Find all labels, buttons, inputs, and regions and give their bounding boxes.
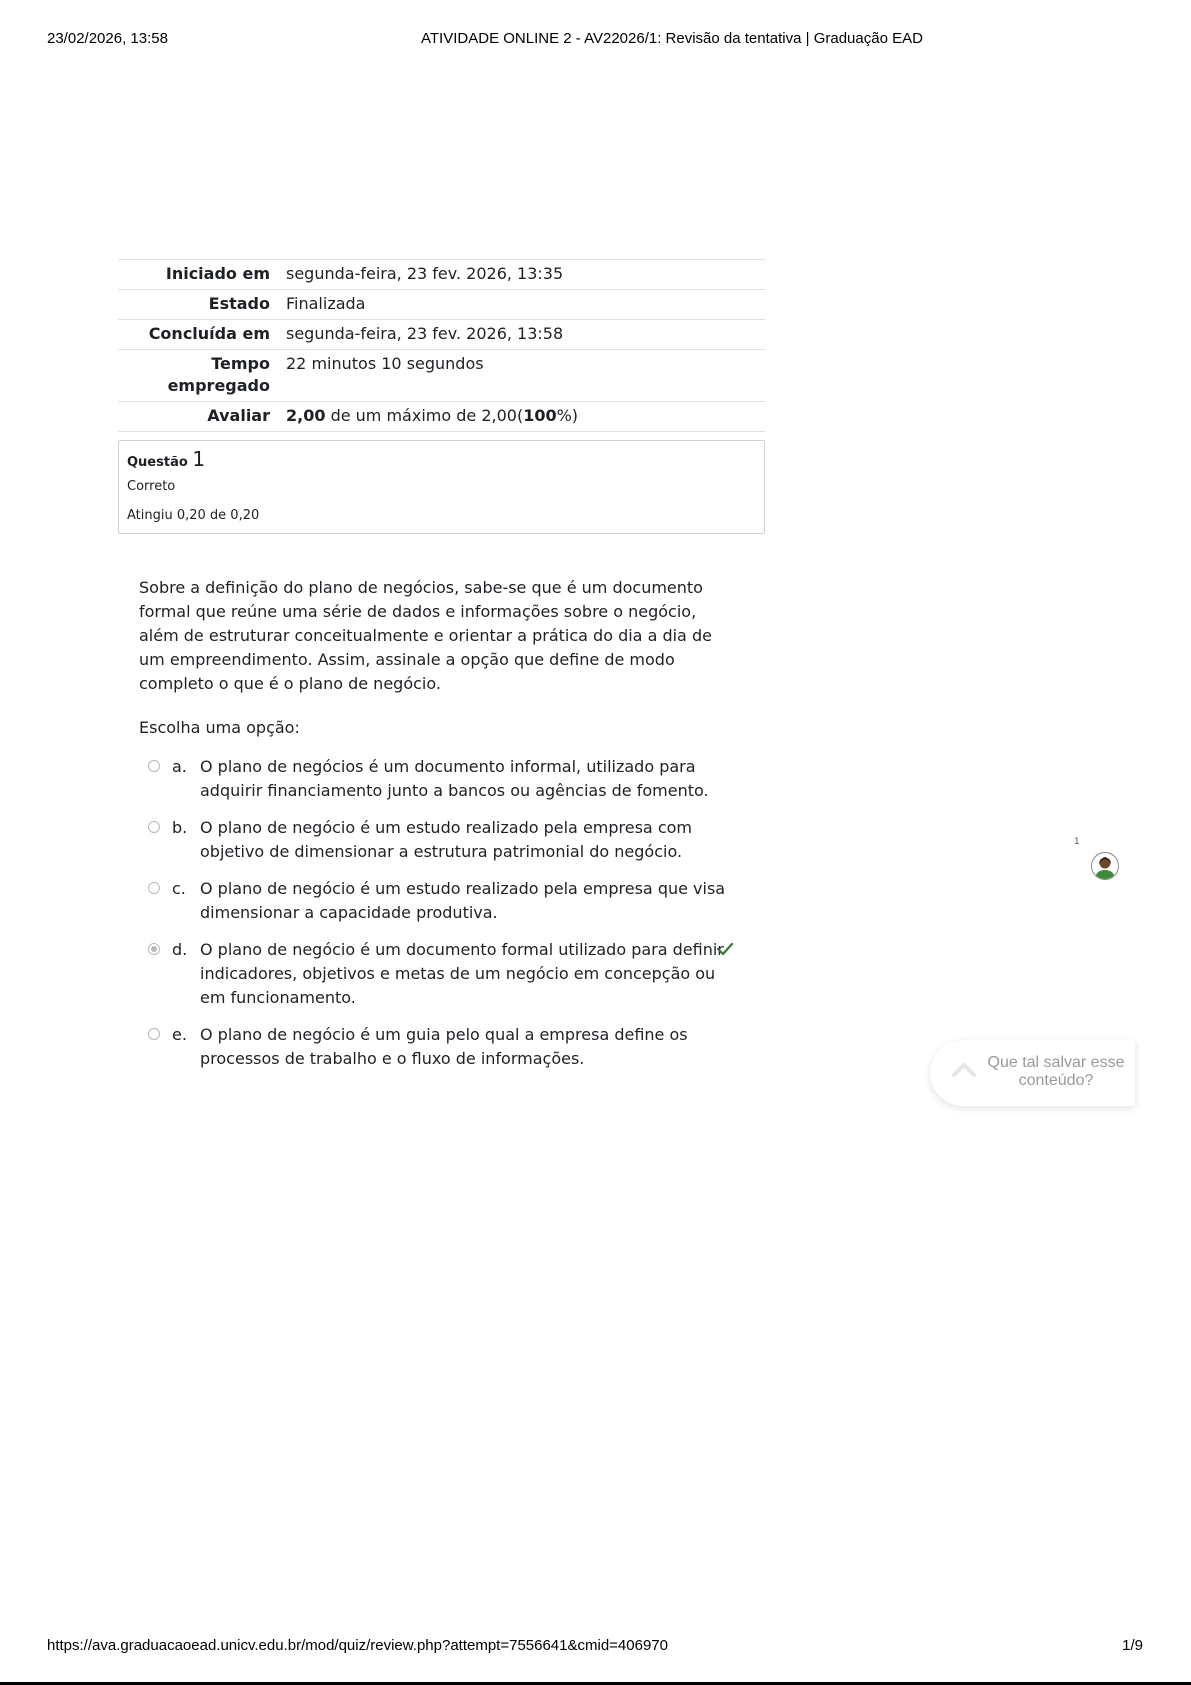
summary-label: Tempo empregado: [118, 350, 286, 402]
option-text: O plano de negócio é um guia pelo qual a empresa define os processos de trabalho e o fluxo de informações.: [200, 1025, 688, 1068]
radio-button[interactable]: [148, 1028, 160, 1040]
option-letter: b.: [172, 818, 188, 837]
save-content-label: Que tal salvar esse conteúdo?: [987, 1054, 1125, 1089]
summary-value: Finalizada: [286, 290, 765, 320]
summary-label: Estado: [118, 290, 286, 320]
question-number: [127, 447, 205, 471]
answer-prompt: Escolha uma opção:: [139, 718, 300, 737]
question-info-box: [118, 440, 765, 534]
summary-value: 22 minutos 10 segundos: [286, 350, 765, 402]
radio-button[interactable]: [148, 760, 160, 772]
save-content-popup[interactable]: [930, 1040, 1135, 1106]
option-text: O plano de negócio é um documento formal utilizado para definir indicadores, objetivos e metas de um negócio em concepção ou em funcionamento.: [200, 940, 724, 1007]
person-avatar-icon[interactable]: [1091, 852, 1119, 880]
attempt-summary-table: [118, 259, 765, 432]
summary-value: segunda-feira, 23 fev. 2026, 13:35: [286, 260, 765, 290]
option-text: O plano de negócio é um estudo realizado pela empresa que visa dimensionar a capacidade produtiva.: [200, 879, 726, 922]
grade-score: 2,00: [286, 406, 326, 425]
summary-row-completed: [118, 320, 765, 350]
print-datetime: 23/02/2026, 13:58: [47, 30, 168, 47]
summary-row-started: [118, 260, 765, 290]
grade-percent: 100: [523, 406, 557, 425]
print-page-number: 1/9: [1122, 1637, 1143, 1654]
option-letter: a.: [172, 757, 187, 776]
option-text: O plano de negócio é um estudo realizado pela empresa com objetivo de dimensionar a estrutura patrimonial do negócio.: [200, 818, 692, 861]
question-label: Questão: [127, 455, 188, 470]
question-number-value: 1: [192, 447, 206, 471]
summary-label: Avaliar: [118, 402, 286, 432]
radio-button-selected[interactable]: [148, 943, 160, 955]
summary-value: segunda-feira, 23 fev. 2026, 13:58: [286, 320, 765, 350]
question-mark: Atingiu 0,20 de 0,20: [127, 508, 260, 523]
correct-check-icon: [716, 940, 734, 958]
summary-row-state: [118, 290, 765, 320]
summary-label: Concluída em: [118, 320, 286, 350]
question-state: Correto: [127, 479, 176, 494]
summary-grade-value: [286, 402, 765, 432]
radio-button[interactable]: [148, 821, 160, 833]
notification-count: 1: [1074, 837, 1080, 847]
summary-row-grade: [118, 402, 765, 432]
print-page-url: https://ava.graduacaoead.unicv.edu.br/mod/quiz/review.php?attempt=7556641&cmid=406970: [47, 1637, 668, 1654]
option-letter: e.: [172, 1025, 187, 1044]
option-text: O plano de negócios é um documento informal, utilizado para adquirir financiamento junto a bancos ou agências de fomento.: [200, 757, 709, 800]
summary-row-time-taken: [118, 350, 765, 402]
bookmark-icon: [950, 1059, 978, 1087]
print-page-title: ATIVIDADE ONLINE 2 - AV22026/1: Revisão da tentativa | Graduação EAD: [421, 30, 923, 47]
summary-label: Iniciado em: [118, 260, 286, 290]
radio-button[interactable]: [148, 882, 160, 894]
grade-middle: de um máximo de 2,00(: [325, 406, 524, 425]
question-text: Sobre a definição do plano de negócios, sabe-se que é um documento formal que reúne uma série de dados e informações sobre o negócio, além de estruturar conceitualmente e orientar a prática do dia a dia de um empreendimento. Assim, assinale a opção que define de modo completo o que é o plano de negócio.: [139, 578, 712, 693]
grade-suffix: %): [556, 406, 579, 425]
option-letter: c.: [172, 879, 186, 898]
option-letter: d.: [172, 940, 188, 959]
